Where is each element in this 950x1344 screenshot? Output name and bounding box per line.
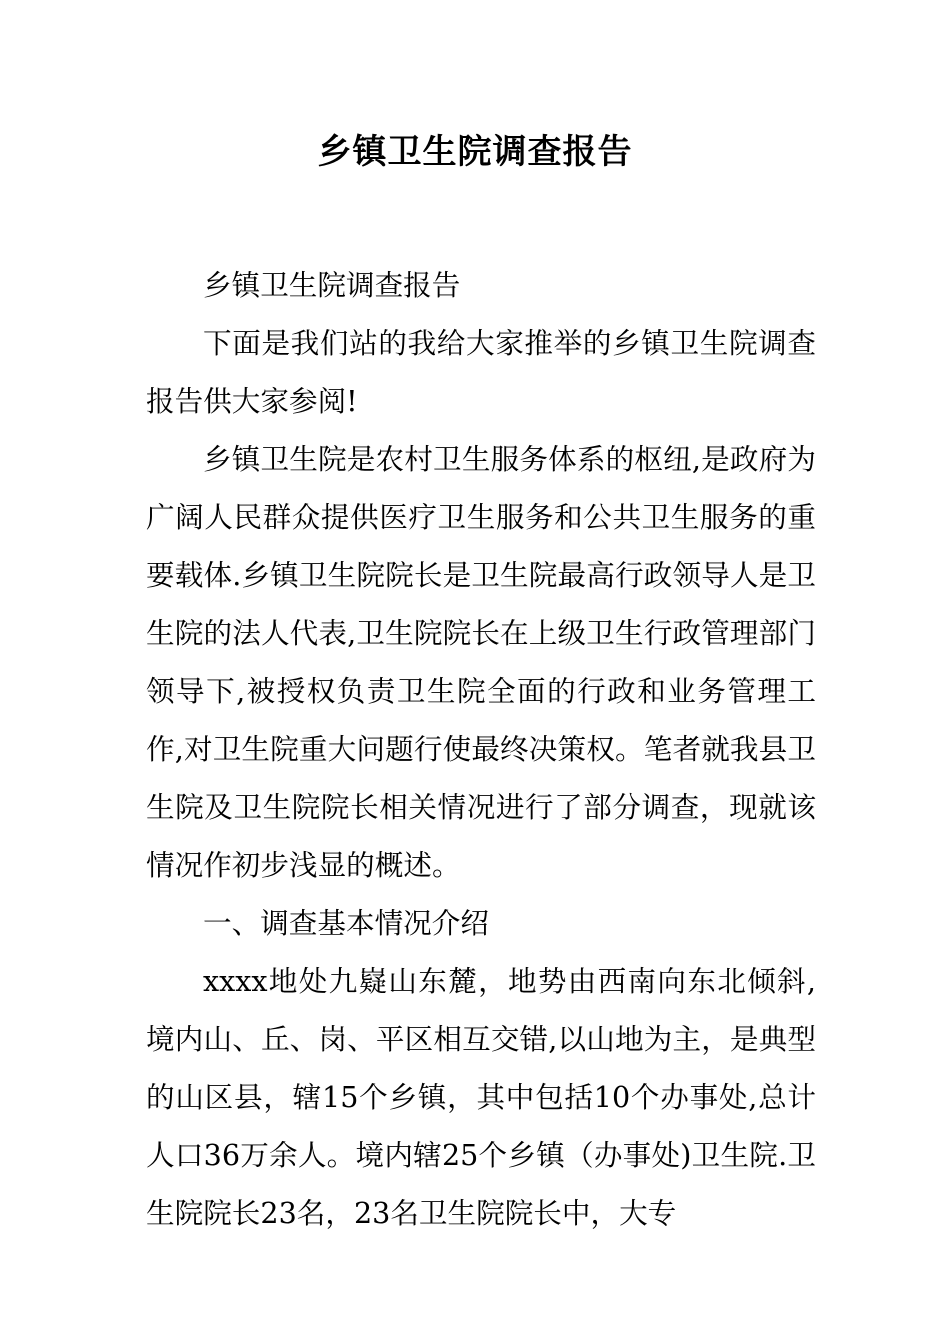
paragraph-subtitle: 乡镇卫生院调查报告 (203, 268, 461, 302)
section-heading: 一、调查基本情况介绍 (203, 906, 489, 940)
paragraph-basic-info: xxxx地处九嶷山东麓，地势由西南向东北倾斜,境内山、丘、岗、平区相互交错,以山地为主，是典型的山区县，辖15个乡镇，其中包括10个办事处,总计人口36万余人。境内辖25个乡镇（办事处)卫生院.卫生院院长23名，23名卫生院院长中，大专 (146, 964, 816, 1230)
paragraph-overview: 乡镇卫生院是农村卫生服务体系的枢纽,是政府为广阔人民群众提供医疗卫生服务和公共卫生服务的重要载体.乡镇卫生院院长是卫生院最高行政领导人是卫生院的法人代表,卫生院院长在上级卫生行政管理部门领导下,被授权负责卫生院全面的行政和业务管理工作,对卫生院重大问题行使最终决策权。笔者就我县卫生院及卫生院院长相关情况进行了部分调查，现就该情况作初步浅显的概述。 (146, 442, 816, 882)
document-body (146, 256, 816, 1242)
document-title: 乡镇卫生院调查报告 (317, 132, 633, 172)
paragraph-intro: 下面是我们站的我给大家推举的乡镇卫生院调查报告供大家参阅! (146, 326, 816, 418)
